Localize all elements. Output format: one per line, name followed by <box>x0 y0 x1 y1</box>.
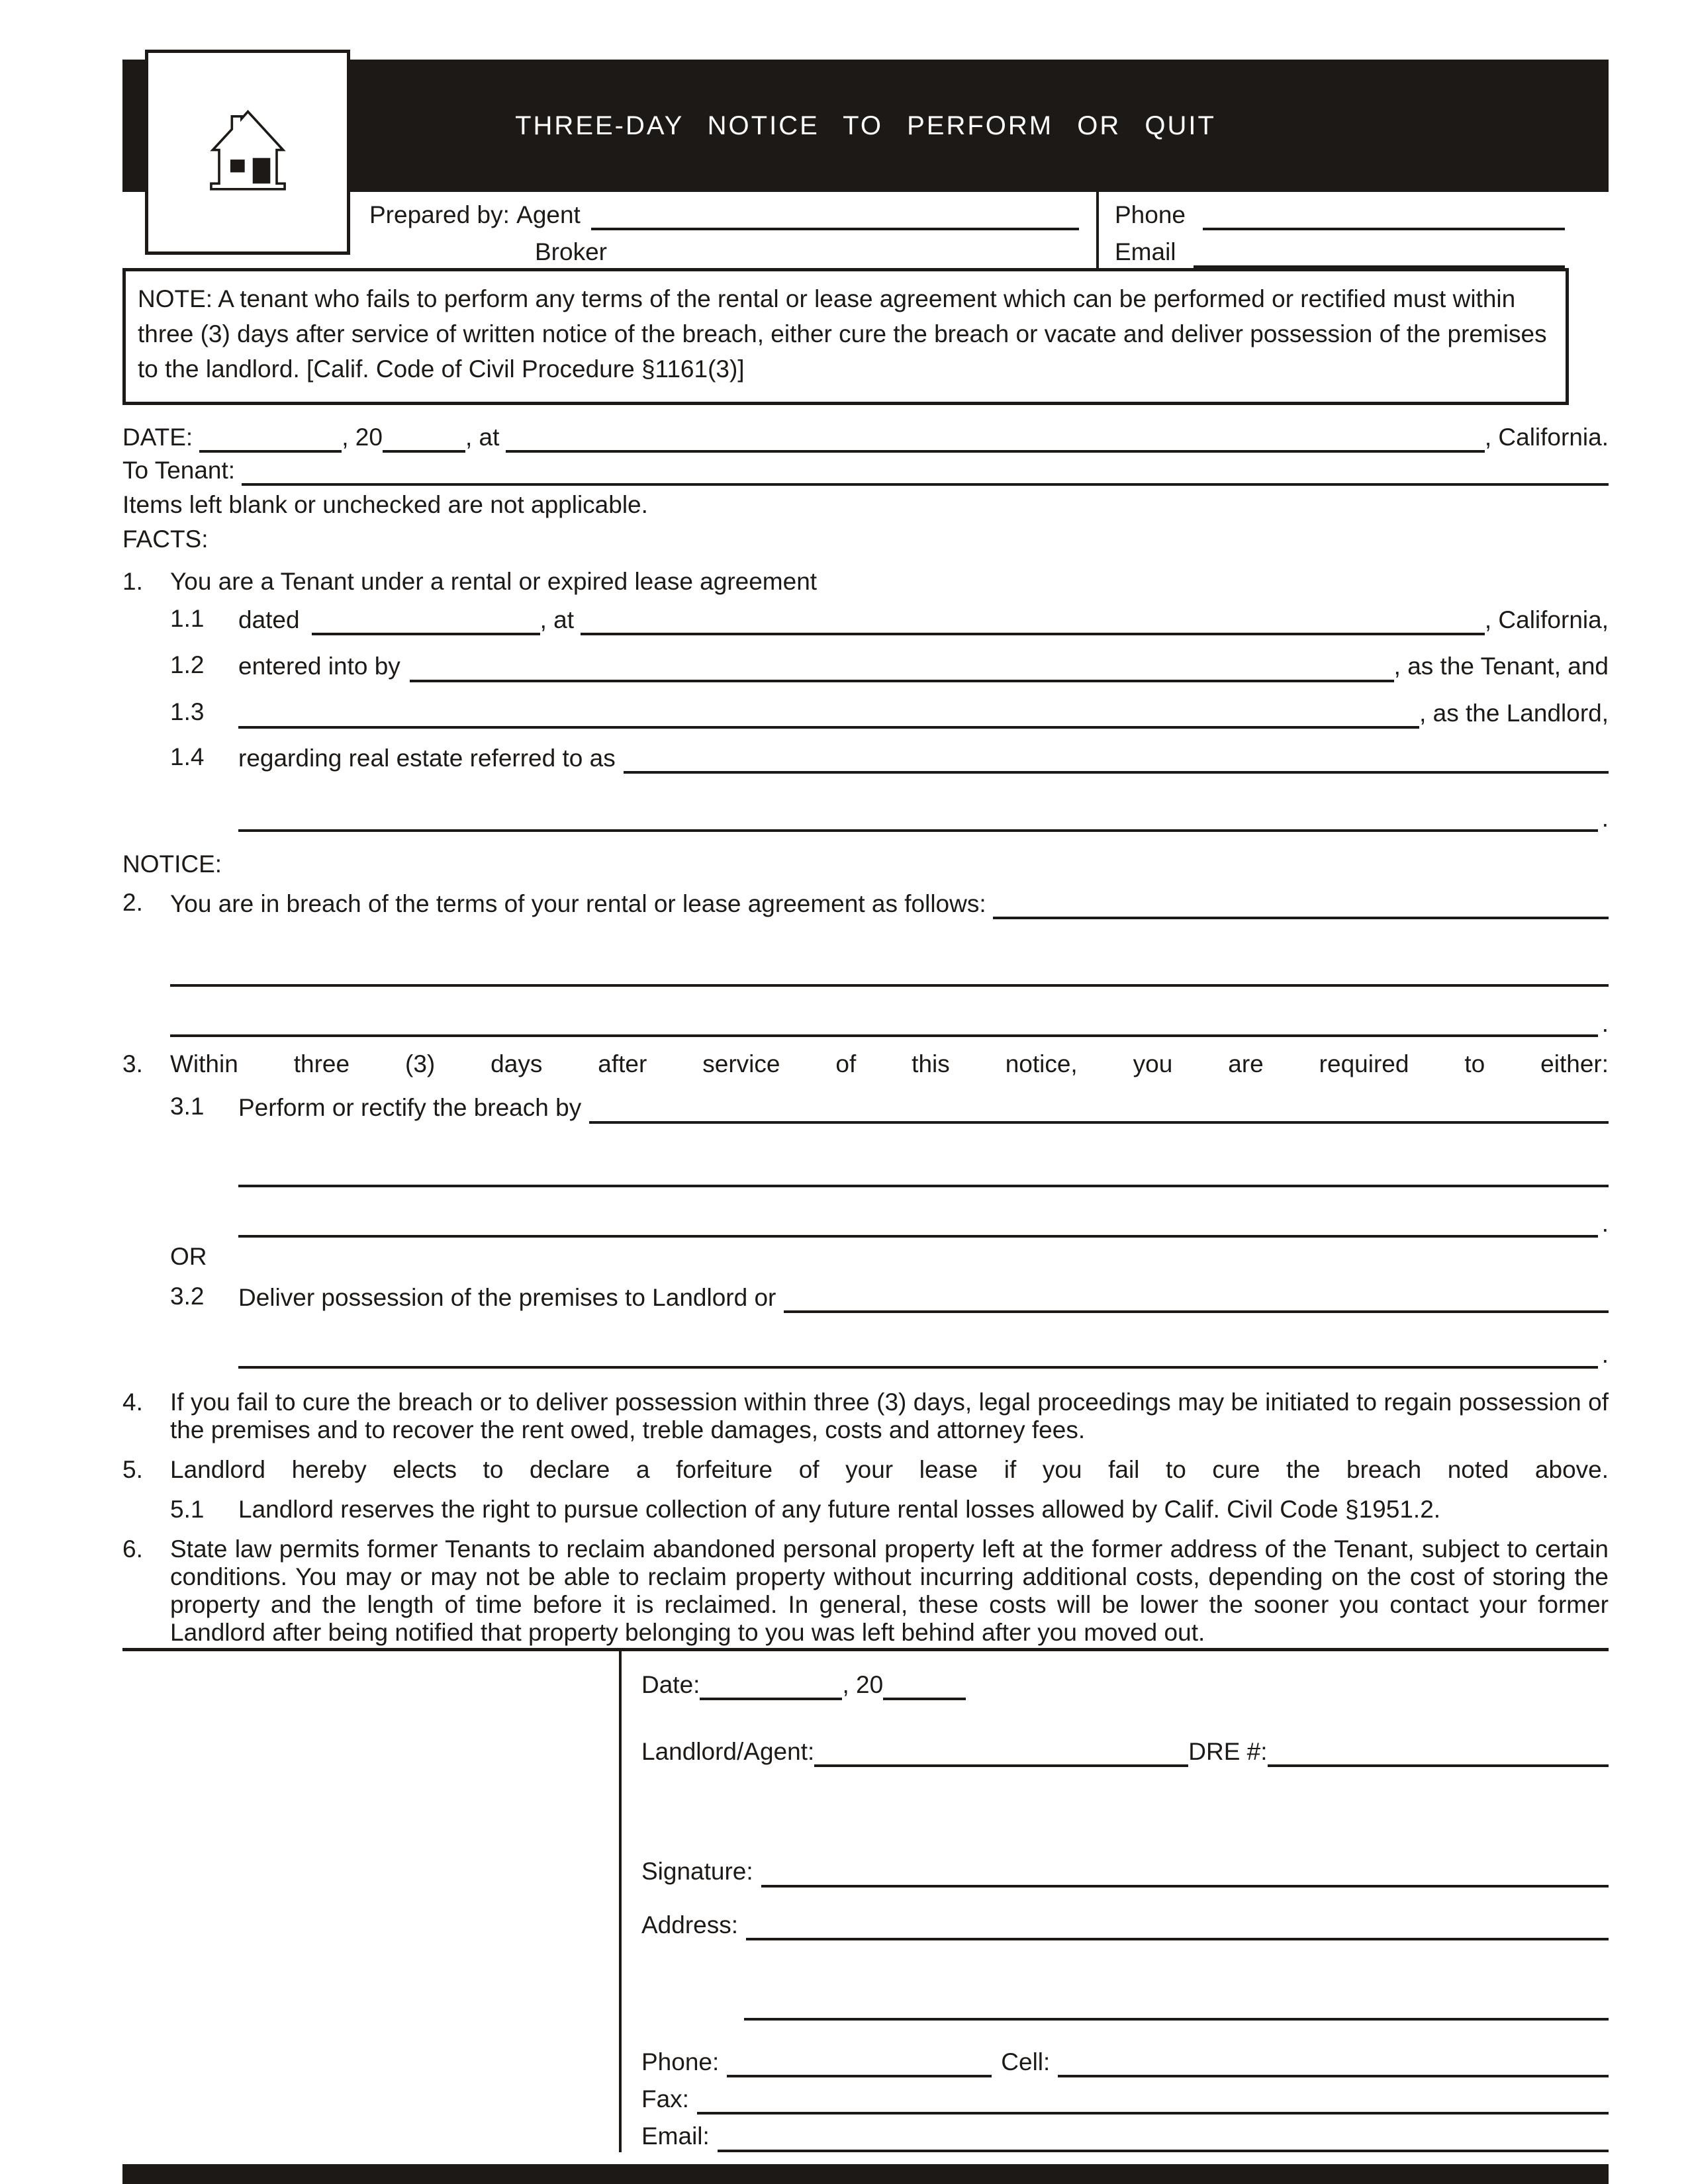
phone-field[interactable] <box>1203 201 1565 230</box>
item-number: 1.2 <box>170 651 205 679</box>
item-number: 5. <box>122 1455 143 1483</box>
item-3-2-text: Deliver possession of the premises to Landlord or <box>238 1283 776 1311</box>
phone-cell-line <box>641 2047 1609 2077</box>
fact-item-1-1 <box>170 605 1609 635</box>
landlord-agent-line <box>641 1737 1609 1767</box>
dre-label: DRE #: <box>1188 1738 1268 1766</box>
item-number: 5.1 <box>170 1495 205 1523</box>
blank-items-note: Items left blank or unchecked are not applicable. <box>122 491 648 519</box>
fact-item-1-2 <box>170 651 1609 682</box>
signature-field[interactable] <box>761 1857 1609 1888</box>
prepared-by-row <box>351 192 1609 268</box>
sig-email-field[interactable] <box>718 2122 1609 2152</box>
fax-line <box>641 2084 1609 2115</box>
sentence-period: . <box>1601 1009 1609 1037</box>
page-title: THREE-DAY NOTICE TO PERFORM OR QUIT <box>515 111 1216 140</box>
fact-1-1-pre: dated <box>238 606 300 634</box>
address-label: Address: <box>641 1911 739 1938</box>
tenant-name-field[interactable] <box>242 457 1609 486</box>
breach-continuation-2 <box>170 1008 1609 1037</box>
lease-city-field[interactable] <box>581 606 1485 635</box>
signature-line <box>641 1856 1609 1887</box>
agent-label: Agent <box>516 201 581 228</box>
sig-phone-field[interactable] <box>727 2047 992 2077</box>
perform-continuation-2 <box>238 1208 1609 1238</box>
date-label: DATE: <box>122 423 193 451</box>
notice-item-6 <box>122 1535 1609 1651</box>
fact-1-4-pre: regarding real estate referred to as <box>238 744 616 772</box>
dre-field[interactable] <box>1268 1737 1609 1767</box>
deliver-line-1-field[interactable] <box>238 1340 1598 1369</box>
fax-label: Fax: <box>641 2085 689 2113</box>
item-number: 3.2 <box>170 1282 205 1310</box>
date-city-field[interactable] <box>506 424 1485 453</box>
prepared-by-label: Prepared by: <box>369 201 510 228</box>
breach-line-2-field[interactable] <box>170 1008 1598 1037</box>
date-year-prefix: , 20 <box>342 423 383 451</box>
lease-date-field[interactable] <box>312 606 540 635</box>
email-line <box>641 2121 1609 2152</box>
sentence-period: . <box>1601 1341 1609 1369</box>
fact-item-1-4 <box>170 743 1609 774</box>
address-line-2-field[interactable] <box>744 1990 1609 2021</box>
landlord-agent-field[interactable] <box>814 1737 1188 1767</box>
signature-left-spacer <box>122 1651 619 2152</box>
deliver-continuation <box>238 1340 1609 1369</box>
item-3-1-text: Perform or rectify the breach by <box>238 1094 582 1122</box>
sig-year-field[interactable] <box>883 1670 966 1700</box>
signature-label: Signature: <box>641 1858 753 1886</box>
address-field[interactable] <box>746 1910 1609 1940</box>
sig-date-field[interactable] <box>700 1670 842 1700</box>
item-2-text: You are in breach of the terms of your rental or lease agreement as follows: <box>170 890 986 918</box>
phone-label: Phone <box>1115 201 1186 228</box>
contact-section <box>1099 192 1609 268</box>
sig-date-label: Date: <box>641 1670 700 1698</box>
logo-box <box>145 50 350 255</box>
item-5-1-text: Landlord reserves the right to pursue collection of any future rental losses allowed by Calif. Civil Code §1951.2. <box>238 1495 1441 1523</box>
item-6-text: State law permits former Tenants to reclaim abandoned personal property left at the former address of the Tenant, subject to certain conditions. You may or may not be able to reclaim property without incurring additional costs, depending on the cost of storing the property and the length of time before it is reclaimed. In general, these costs will be lower the sooner you contact your former Landlord after being notified that property belonging to you was left behind after you moved out. <box>170 1535 1609 1646</box>
to-tenant-line <box>122 455 1609 486</box>
date-california-label: , California. <box>1484 423 1609 451</box>
perform-line-2-field[interactable] <box>238 1208 1598 1238</box>
property-continuation <box>238 803 1609 832</box>
perform-by-field[interactable] <box>589 1095 1609 1124</box>
signature-section <box>122 1651 1609 2152</box>
item-number: 1.4 <box>170 743 205 770</box>
sig-email-label: Email: <box>641 2122 710 2150</box>
date-day-field[interactable] <box>199 424 342 453</box>
item-number: 1.3 <box>170 698 205 725</box>
breach-continuation-1 <box>170 958 1609 987</box>
sentence-period: . <box>1601 1210 1609 1238</box>
fact-1-text: You are a Tenant under a rental or expired lease agreement <box>170 568 818 596</box>
email-field[interactable] <box>1194 239 1565 268</box>
or-label: OR <box>170 1242 207 1270</box>
item-number: 4. <box>122 1388 143 1416</box>
note-text: NOTE: A tenant who fails to perform any terms of the rental or lease agreement which can be performed or rectified must within three (3) days after service of written notice of the breach, either cure the breach or vacate and deliver possession of the premises to the landlord. [Calif. Code of Civil Procedure §1161(3)] <box>138 285 1547 383</box>
broker-label: Broker <box>535 238 607 266</box>
perform-continuation-1 <box>238 1158 1609 1187</box>
item-3-text: Within three (3) days after service of this notice, you are required to either: <box>170 1050 1609 1078</box>
item-number: 1. <box>122 568 143 596</box>
notice-item-3 <box>122 1050 1609 1078</box>
notice-item-5 <box>122 1456 1609 1484</box>
fax-field[interactable] <box>697 2084 1609 2115</box>
fact-1-1-suffix: , California, <box>1484 606 1609 634</box>
sig-date-line <box>641 1670 1609 1700</box>
email-label: Email <box>1115 238 1176 266</box>
breach-field[interactable] <box>993 890 1609 919</box>
agent-name-field[interactable] <box>591 201 1079 230</box>
footer-bar <box>122 2164 1609 2184</box>
cell-label: Cell: <box>1001 2048 1051 2075</box>
tenant-party-field[interactable] <box>410 653 1394 682</box>
property-continuation-field[interactable] <box>238 803 1598 832</box>
fact-1-3-suffix: , as the Landlord, <box>1419 699 1609 727</box>
sig-year-prefix: , 20 <box>842 1670 884 1698</box>
fact-1-2-pre: entered into by <box>238 653 400 680</box>
notice-heading: NOTICE: <box>122 850 222 878</box>
landlord-party-field[interactable] <box>238 700 1419 729</box>
notice-item-3-2 <box>170 1283 1609 1313</box>
signature-block <box>619 1651 1609 2152</box>
fact-1-2-suffix: , as the Tenant, and <box>1393 653 1609 680</box>
landlord-agent-label: Landlord/Agent: <box>641 1738 815 1766</box>
notice-item-3-1 <box>170 1093 1609 1123</box>
note-box <box>122 268 1569 405</box>
cell-field[interactable] <box>1058 2047 1609 2077</box>
header <box>122 50 1609 268</box>
notice-item-2 <box>122 889 1609 919</box>
item-number: 6. <box>122 1535 143 1563</box>
sentence-period: . <box>1601 804 1609 832</box>
item-5-text: Landlord hereby elects to declare a forfeiture of your lease if you fail to cure the breach noted above. <box>170 1455 1609 1483</box>
item-number: 3.1 <box>170 1093 205 1120</box>
prepared-by-section <box>351 192 1099 268</box>
item-4-text: If you fail to cure the breach or to deliver possession within three (3) days, legal proceedings may be initiated to regain possession of the premises and to recover the rent owed, treble damages, costs and attorney fees. <box>170 1388 1609 1443</box>
notice-item-5-1 <box>170 1496 1609 1524</box>
item-number: 3. <box>122 1050 143 1078</box>
breach-line-1-field[interactable] <box>170 958 1609 987</box>
date-year-field[interactable] <box>383 424 465 453</box>
sig-phone-label: Phone: <box>641 2048 720 2075</box>
facts-heading: FACTS: <box>122 525 209 553</box>
date-line <box>122 422 1609 453</box>
to-tenant-label: To Tenant: <box>122 456 236 484</box>
date-at-label: , at <box>465 423 500 451</box>
deliver-to-field[interactable] <box>784 1284 1609 1313</box>
item-number: 2. <box>122 889 143 917</box>
item-number: 1.1 <box>170 605 205 633</box>
address-line <box>641 1910 1609 1940</box>
fact-1-1-mid: , at <box>539 606 575 634</box>
fact-item-1 <box>122 568 1609 596</box>
address-continuation <box>641 1990 1609 2021</box>
fact-item-1-3 <box>170 698 1609 729</box>
property-field[interactable] <box>624 745 1609 774</box>
perform-line-1-field[interactable] <box>238 1158 1609 1187</box>
notice-item-4 <box>122 1388 1609 1444</box>
house-icon <box>200 103 296 202</box>
